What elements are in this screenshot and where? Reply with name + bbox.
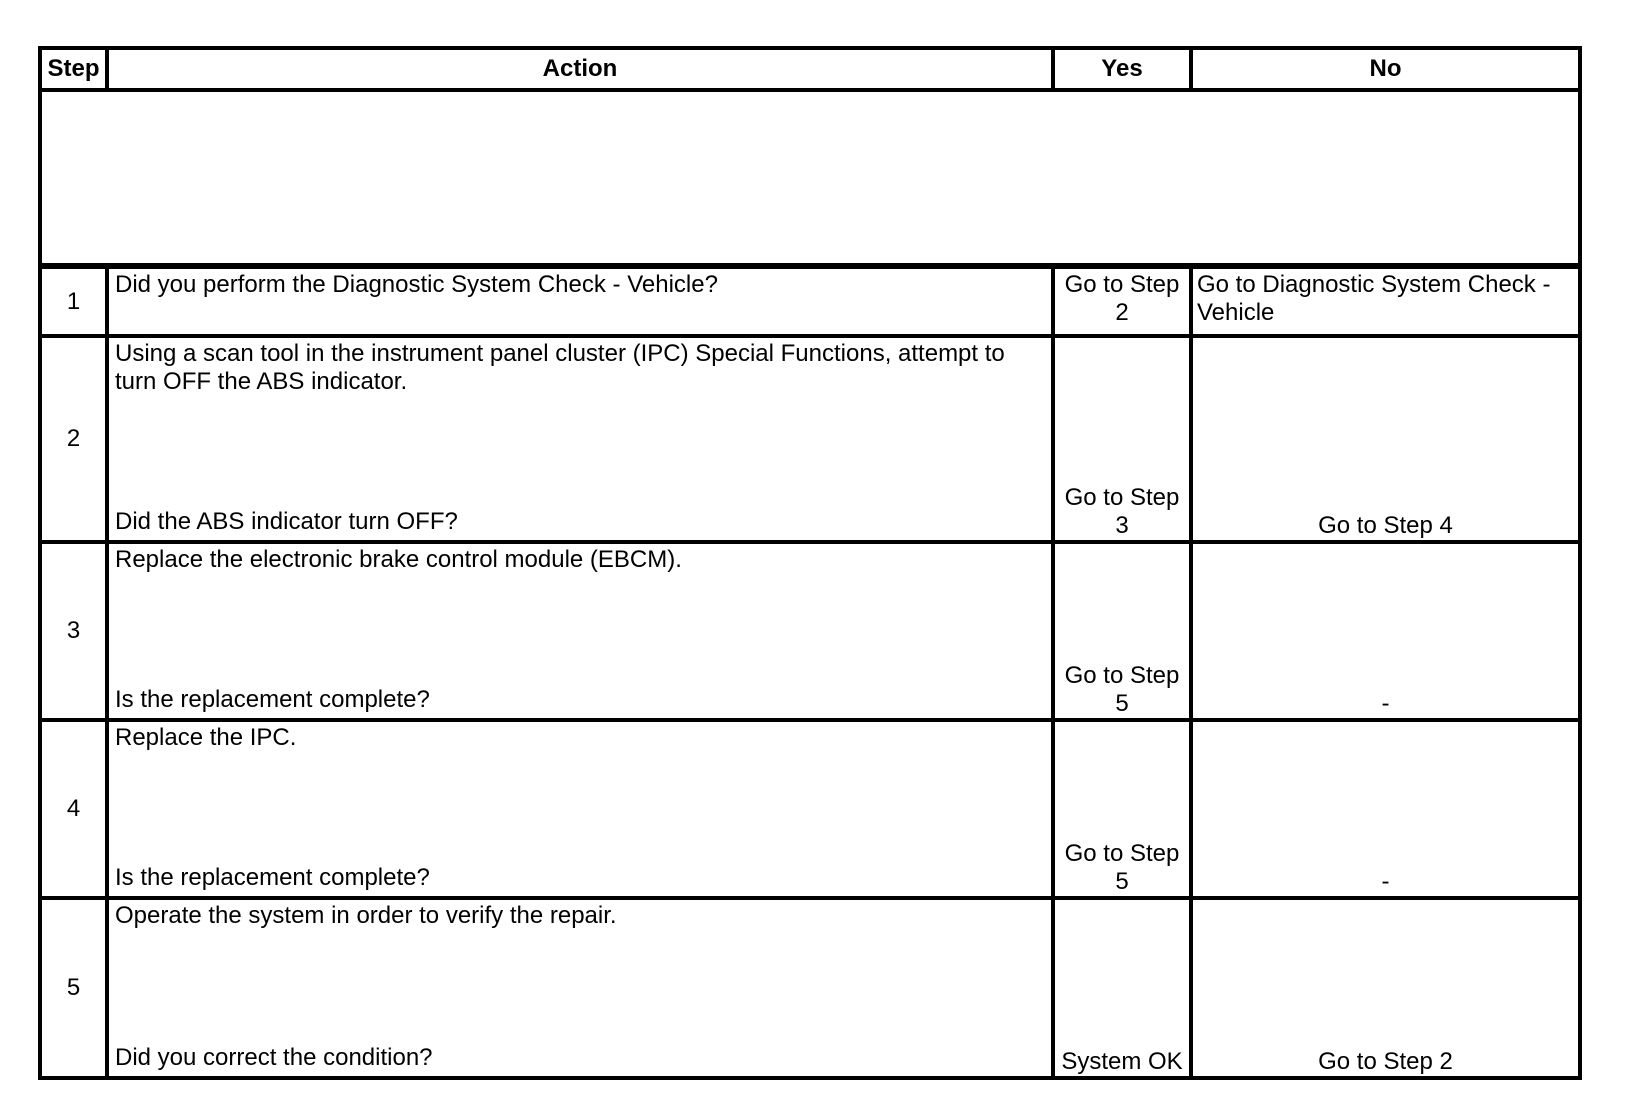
- blank-row: [40, 90, 1580, 266]
- diagnostic-table: [38, 46, 1582, 1080]
- header-action: Action: [107, 48, 1053, 90]
- action-question: Is the replacement complete?: [115, 864, 430, 891]
- action-text: Did you perform the Diagnostic System Check - Vehicle?: [115, 271, 718, 298]
- action-question: Did the ABS indicator turn OFF?: [115, 508, 458, 535]
- action-text: Using a scan tool in the instrument panel cluster (IPC) Special Functions, attempt to turn OFF the ABS indicator.: [115, 340, 1005, 395]
- table-row: [40, 898, 1580, 1078]
- yes-cell: Go to Step 5: [1053, 542, 1191, 720]
- no-cell: -: [1191, 542, 1580, 720]
- action-cell: [107, 266, 1053, 336]
- step-number: 4: [40, 720, 107, 898]
- yes-cell: Go to Step 2: [1053, 266, 1191, 336]
- action-question: Is the replacement complete?: [115, 686, 430, 713]
- header-step: Step: [40, 48, 107, 90]
- action-text: Replace the electronic brake control module (EBCM).: [115, 546, 682, 573]
- action-cell: [107, 898, 1053, 1078]
- table-row: [40, 720, 1580, 898]
- table-row: [40, 336, 1580, 542]
- yes-cell: System OK: [1053, 898, 1191, 1078]
- action-text: Operate the system in order to verify the repair.: [115, 902, 617, 929]
- action-cell: [107, 336, 1053, 542]
- step-number: 5: [40, 898, 107, 1078]
- header-yes: Yes: [1053, 48, 1191, 90]
- no-cell: Go to Step 4: [1191, 336, 1580, 542]
- no-cell: Go to Step 2: [1191, 898, 1580, 1078]
- blank-cell: [40, 90, 1580, 266]
- step-number: 3: [40, 542, 107, 720]
- yes-cell: Go to Step 3: [1053, 336, 1191, 542]
- header-row: [40, 48, 1580, 90]
- action-question: Did you correct the condition?: [115, 1044, 433, 1071]
- table-row: [40, 542, 1580, 720]
- action-text: Replace the IPC.: [115, 724, 297, 751]
- step-number: 1: [40, 266, 107, 336]
- table-row: [40, 266, 1580, 336]
- step-number: 2: [40, 336, 107, 542]
- header-no: No: [1191, 48, 1580, 90]
- no-cell: -: [1191, 720, 1580, 898]
- action-cell: [107, 542, 1053, 720]
- action-cell: [107, 720, 1053, 898]
- no-cell: Go to Diagnostic System Check - Vehicle: [1191, 266, 1580, 336]
- yes-cell: Go to Step 5: [1053, 720, 1191, 898]
